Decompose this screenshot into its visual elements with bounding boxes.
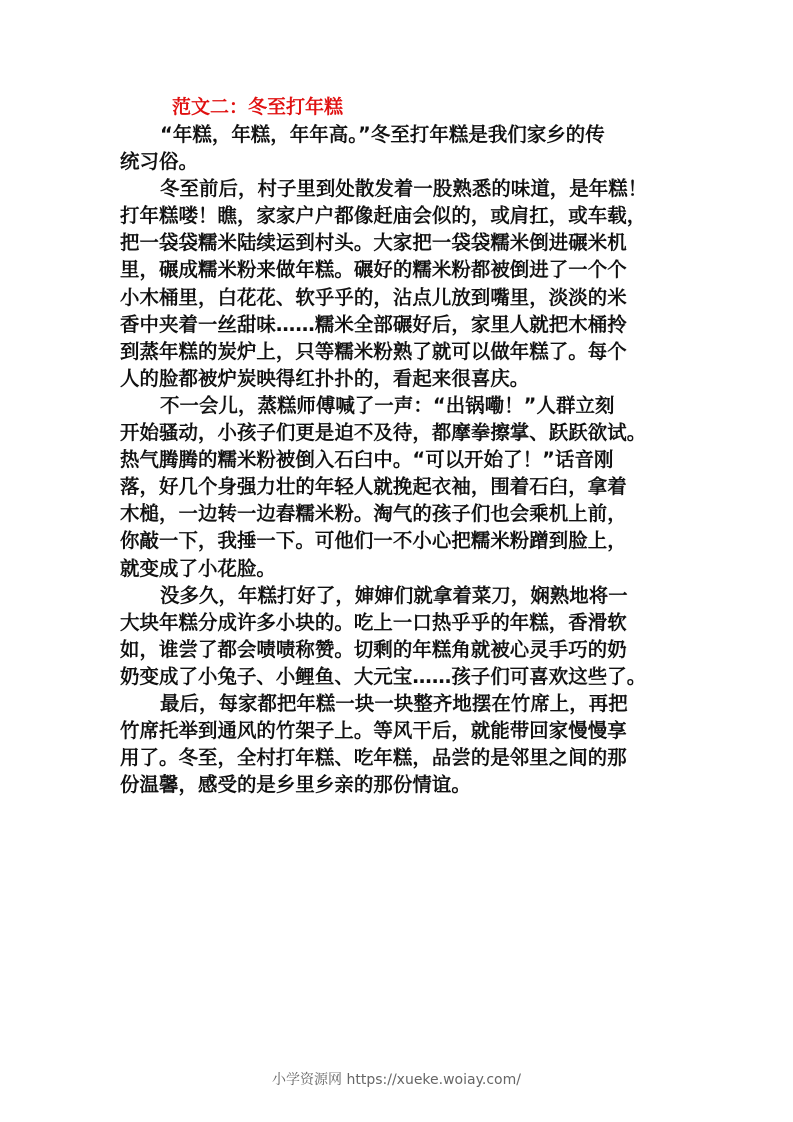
text-line: 如，谁尝了都会啧啧称赞。切剩的年糕角就被心灵手巧的奶 [120, 637, 627, 661]
text-line: 热气腾腾的糯米粉被倒入石臼中。“可以开始了！”话音刚 [120, 448, 614, 472]
text-line: “年糕，年糕，年年高。”冬至打年糕是我们家乡的传 [160, 123, 605, 146]
text-line: 用了。冬至，全村打年糕、吃年糕，品尝的是邻里之间的那 [120, 746, 627, 770]
text-line: 没多久，年糕打好了，婶婶们就拿着菜刀，娴熟地将一 [160, 583, 628, 607]
paragraph-3 [120, 392, 690, 582]
paragraph-4 [120, 582, 690, 690]
text-line: 香中夹着一丝甜味……糯米全部碾好后，家里人就把木桶拎 [120, 312, 627, 336]
text-line: 人的脸都被炉炭映得红扑扑的，看起来很喜庆。 [120, 366, 530, 390]
text-line: 到蒸年糕的炭炉上，只等糯米粉熟了就可以做年糕了。每个 [120, 339, 627, 363]
text-line: 小木桶里，白花花、软乎乎的，沾点儿放到嘴里，淡淡的米 [120, 285, 627, 309]
text-line: 把一袋袋糯米陆续运到村头。大家把一袋袋糯米倒进碾米机 [120, 231, 627, 255]
text-line: 大块年糕分成许多小块的。吃上一口热乎乎的年糕，香滑软 [120, 610, 627, 634]
text-line: 竹席托举到通风的竹架子上。等风干后，就能带回家慢慢享 [120, 719, 627, 743]
text-line: 你敲一下，我捶一下。可他们一不小心把糯米粉蹭到脸上， [120, 529, 627, 553]
essay-title: 范文二：冬至打年糕 [172, 96, 344, 118]
essay-body [120, 94, 690, 798]
text-line: 最后，每家都把年糕一块一块整齐地摆在竹席上，再把 [160, 691, 628, 715]
paragraph-5 [120, 690, 690, 798]
text-line: 里，碾成糯米粉来做年糕。碾好的糯米粉都被倒进了一个个 [120, 258, 627, 282]
text-line: 统习俗。 [120, 150, 198, 174]
paragraph-1 [120, 121, 690, 175]
text-line: 打年糕喽！瞧，家家户户都像赶庙会似的，或肩扛，或车载， [120, 204, 647, 228]
text-line: 冬至前后，村子里到处散发着一股熟悉的味道，是年糕！ [160, 177, 648, 201]
text-line: 落，好几个身强力壮的年轻人就挽起衣袖，围着石臼，拿着 [120, 475, 627, 499]
text-line: 奶变成了小兔子、小鲤鱼、大元宝……孩子们可喜欢这些了。 [120, 664, 647, 688]
text-line: 就变成了小花脸。 [120, 556, 276, 580]
text-line: 份温馨，感受的是乡里乡亲的那份情谊。 [120, 773, 471, 797]
text-line: 开始骚动，小孩子们更是迫不及待，都摩拳擦掌、跃跃欲试。 [120, 421, 647, 445]
text-line: 木槌，一边转一边舂糯米粉。淘气的孩子们也会乘机上前， [120, 502, 627, 526]
paragraph-2 [120, 175, 690, 392]
footer-watermark: 小学资源网 https://xueke.woiay.com/ [272, 1072, 521, 1088]
text-line: 不一会儿，蒸糕师傅喊了一声：“出锅嘞！”人群立刻 [160, 393, 615, 417]
